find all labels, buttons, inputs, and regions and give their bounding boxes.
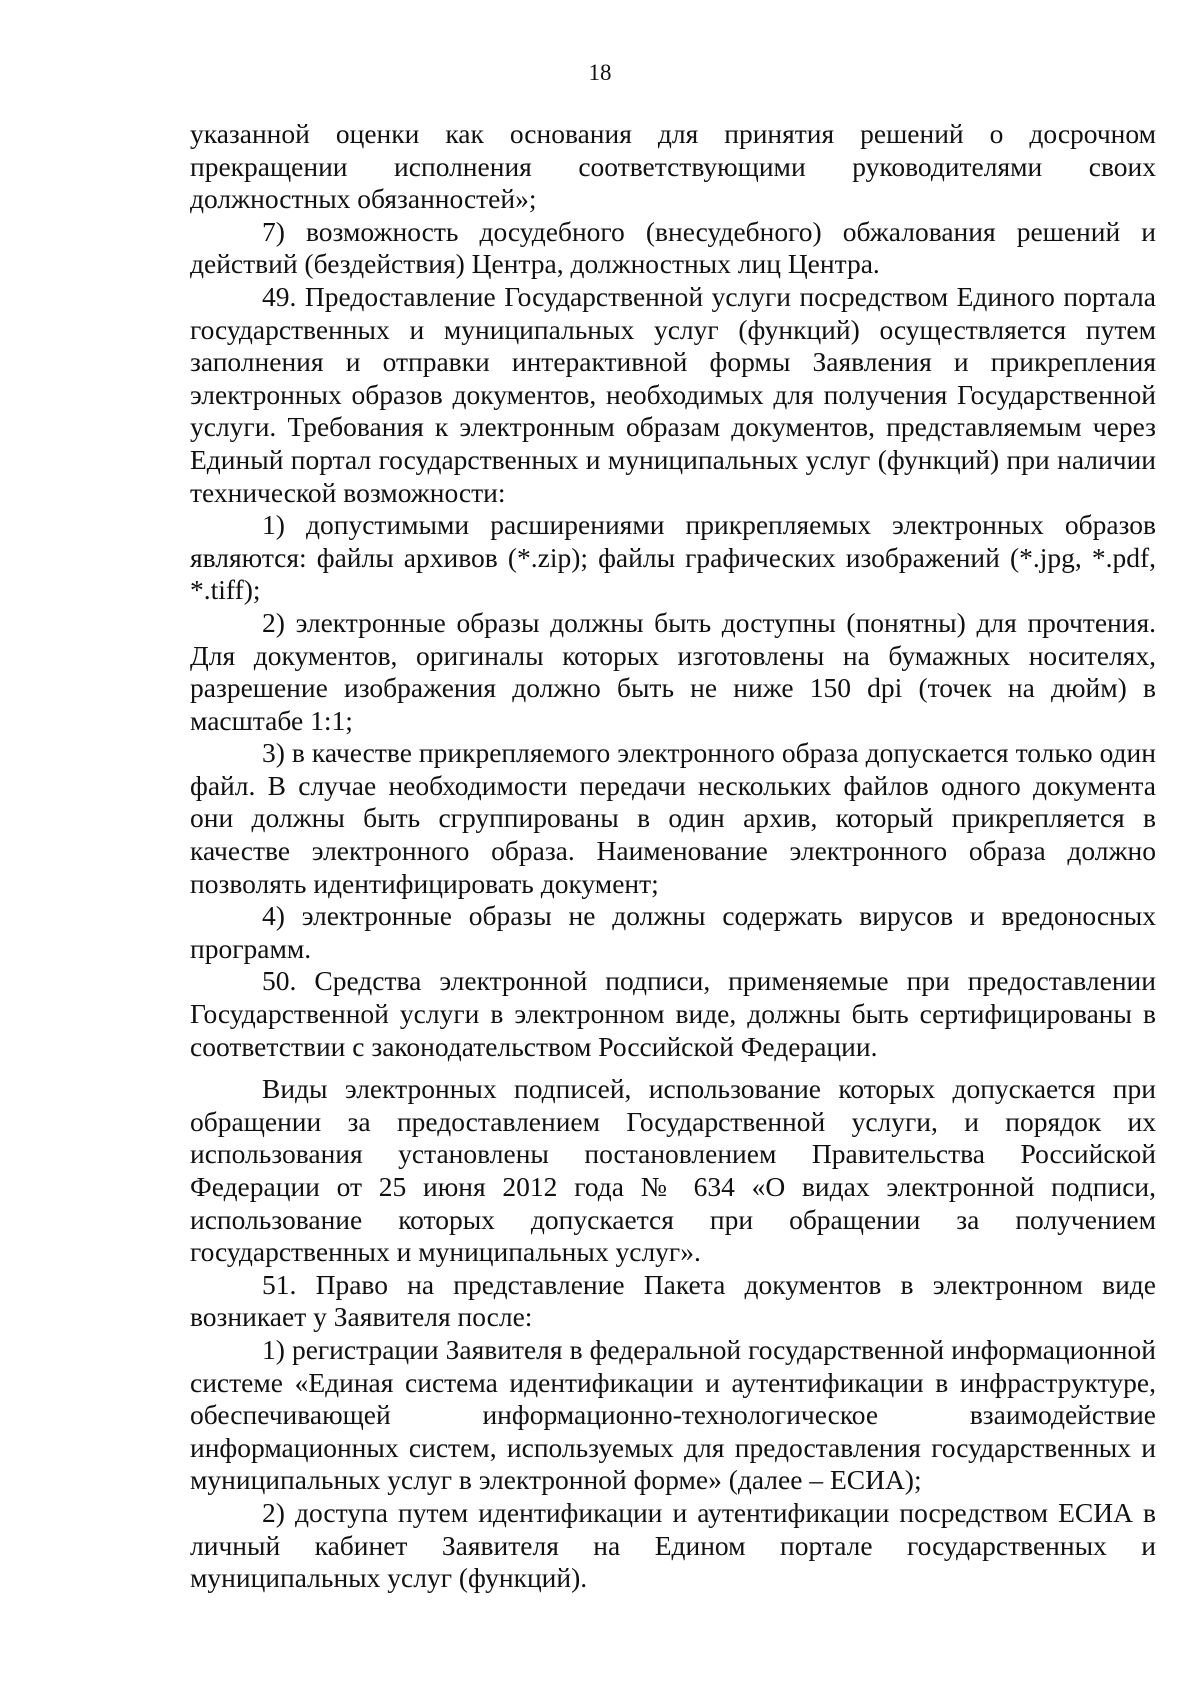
paragraph-49-item-2: 2) электронные образы должны быть доступны (понятны) для прочтения. Для документов, оригиналы которых изготовлены на бумажных носителях, разрешение изображения должно быть не ниже 150 dpi (точек на дюйм) в масштабе 1:1; <box>190 606 1156 736</box>
paragraph-50: 50. Средства электронной подписи, применяемые при предоставлении Государственной услуги в электронном виде, должны быть сертифицированы в соответствии с законодательством Российской Федерации. <box>190 965 1156 1062</box>
paragraph-51-item-1: 1) регистрации Заявителя в федеральной государственной информационной системе «Единая система идентификации и аутентификации в инфраструктуре, обеспечивающей информационно-технологическое взаимодействие информационных систем, используемых для предоставления государственных и муниципальных услуг в электронной форме» (далее – ЕСИА); <box>190 1333 1156 1496</box>
paragraph-51: 51. Право на представление Пакета документов в электронном виде возникает у Заявителя после: <box>190 1268 1156 1333</box>
paragraph-49-item-3: 3) в качестве прикрепляемого электронного образа допускается только один файл. В случае необходимости передачи нескольких файлов одного документа они должны быть сгруппированы в один архив, который прикрепляется в качестве электронного образа. Наименование электронного образа должно позволять идентифицировать документ; <box>190 737 1156 899</box>
paragraph-51-item-2: 2) доступа путем идентификации и аутентификации посредством ЕСИА в личный кабинет Заявителя на Едином портале государственных и муниципальных услуг (функций). <box>190 1496 1156 1594</box>
paragraph-49-item-1: 1) допустимыми расширениями прикрепляемых электронных образов являются: файлы архивов (*.zip); файлы графических изображений (*.jpg, *.pdf, *.tiff); <box>190 509 1156 606</box>
paragraph-continuation: указанной оценки как основания для принятия решений о досрочном прекращении исполнения соответствующими руководителями своих должностных обязанностей»; <box>190 118 1156 215</box>
page-number: 18 <box>588 60 612 85</box>
paragraph-item-7: 7) возможность досудебного (внесудебного) обжалования решений и действий (бездействия) Центра, должностных лиц Центра. <box>190 215 1156 280</box>
paragraph-49-item-4: 4) электронные образы не должны содержать вирусов и вредоносных программ. <box>190 900 1156 964</box>
document-body <box>190 118 1156 1595</box>
paragraph-50-signature-types: Виды электронных подписей, использование которых допускается при обращении за предоставлением Государственной услуги, и порядок их использования установлены постановлением Правительства Российской Федерации от 25 июня 2012 года № 634 «О видах электронной подписи, использование которых допускается при обращении за получением государственных и муниципальных услуг». <box>190 1073 1156 1268</box>
paragraph-49: 49. Предоставление Государственной услуги посредством Единого портала государственных и муниципальных услуг (функций) осуществляется путем заполнения и отправки интерактивной формы Заявления и прикрепления электронных образов документов, необходимых для получения Государственной услуги. Требования к электронным образам документов, представляемым через Единый портал государственных и муниципальных услуг (функций) при наличии технической возможности: <box>190 280 1156 508</box>
